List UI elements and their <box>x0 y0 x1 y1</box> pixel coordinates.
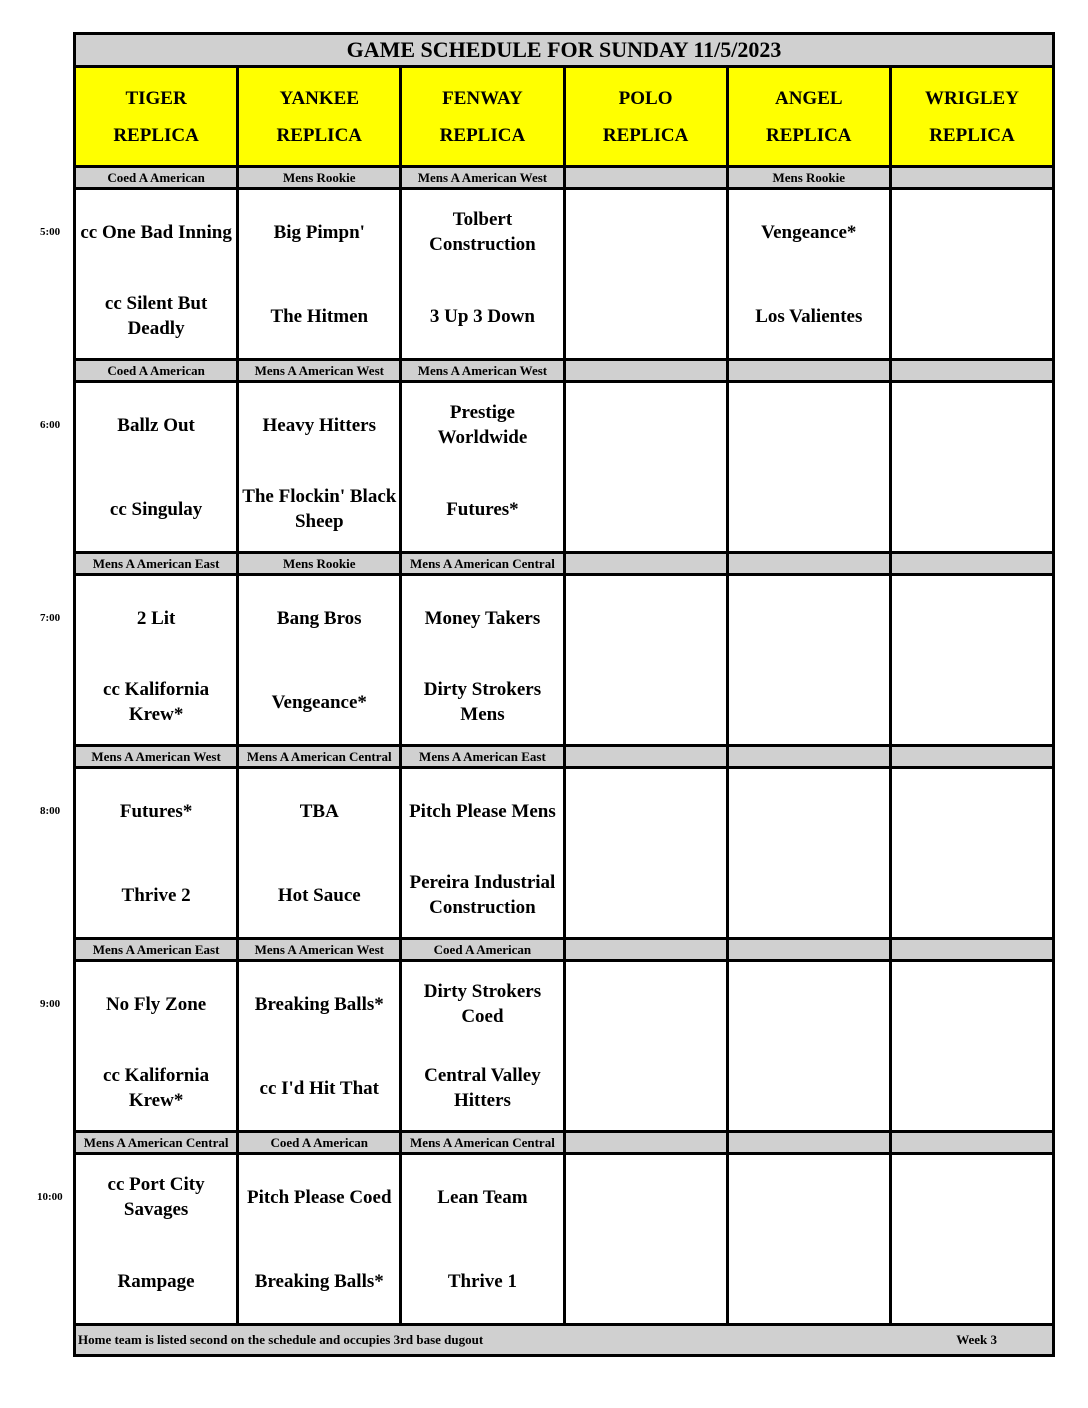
division-row <box>76 554 1052 576</box>
division-label: Mens A American West <box>239 361 402 380</box>
field-header-tiger <box>76 68 239 165</box>
away-team: Big Pimpn' <box>273 221 365 243</box>
home-team <box>892 853 1052 937</box>
away-team: Ballz Out <box>117 414 195 436</box>
game-cell <box>892 769 1052 937</box>
games-row <box>76 576 1052 744</box>
time-slot-block <box>73 165 1055 358</box>
home-team <box>729 1046 889 1130</box>
division-label: Coed A American <box>76 168 239 187</box>
division-label <box>892 554 1052 573</box>
away-team: Pitch Please Coed <box>246 1186 392 1208</box>
field-header-row <box>73 65 1055 165</box>
game-cell <box>76 1155 239 1323</box>
division-label <box>566 1133 729 1152</box>
home-team <box>892 1239 1052 1323</box>
game-cell <box>566 576 729 744</box>
time-slot-block <box>73 358 1055 551</box>
away-team <box>892 383 1052 467</box>
away-team <box>892 190 1052 274</box>
time-slot-block <box>73 937 1055 1130</box>
away-team <box>566 769 726 853</box>
division-label: Mens A American West <box>76 747 239 766</box>
division-label: Mens A American Central <box>239 747 402 766</box>
away-team: Bang Bros <box>276 607 362 629</box>
away-team <box>729 962 889 1046</box>
home-team <box>566 467 726 551</box>
home-team: cc I'd Hit That <box>259 1077 379 1099</box>
field-name: FENWAY <box>442 87 523 109</box>
away-team <box>729 769 889 853</box>
field-name: ANGEL <box>774 87 843 109</box>
field-name: TIGER <box>125 87 187 109</box>
game-cell <box>729 769 892 937</box>
home-team <box>892 1046 1052 1130</box>
away-team <box>566 383 726 467</box>
home-team: 3 Up 3 Down <box>429 305 535 327</box>
home-team <box>729 853 889 937</box>
division-label: Mens Rookie <box>729 168 892 187</box>
time-label: 6:00 <box>40 419 61 431</box>
game-cell <box>239 962 402 1130</box>
game-cell <box>729 383 892 551</box>
division-label: Mens A American Central <box>402 1133 565 1152</box>
division-label <box>566 168 729 187</box>
division-label: Mens A American East <box>76 940 239 959</box>
division-label: Mens Rookie <box>239 554 402 573</box>
game-cell <box>892 190 1052 358</box>
division-label: Mens Rookie <box>239 168 402 187</box>
game-cell <box>402 769 565 937</box>
game-cell <box>76 576 239 744</box>
away-team: Breaking Balls* <box>254 993 384 1015</box>
game-cell <box>729 1155 892 1323</box>
field-sub: REPLICA <box>276 124 363 146</box>
game-cell <box>566 769 729 937</box>
away-team <box>566 962 726 1046</box>
away-team: Tolbert Construction <box>429 209 536 255</box>
field-sub: REPLICA <box>602 124 689 146</box>
field-header-angel <box>729 68 892 165</box>
time-label: 5:00 <box>40 226 61 238</box>
home-team: Thrive 2 <box>121 884 191 906</box>
home-team: Rampage <box>117 1270 195 1292</box>
game-cell <box>892 576 1052 744</box>
field-sub: REPLICA <box>766 124 852 146</box>
home-team: cc Kalifornia Krew* <box>103 1065 210 1111</box>
home-team: Dirty Strokers Mens <box>423 679 542 725</box>
games-row <box>76 383 1052 551</box>
home-team: Pereira Industrial Construction <box>409 872 556 918</box>
home-team: cc Silent But Deadly <box>104 293 208 339</box>
game-cell <box>239 190 402 358</box>
game-cell <box>239 383 402 551</box>
division-label: Mens A American Central <box>76 1133 239 1152</box>
division-row <box>76 940 1052 962</box>
division-label <box>892 168 1052 187</box>
away-team: Lean Team <box>437 1186 528 1208</box>
division-label: Mens A American West <box>402 168 565 187</box>
game-cell <box>239 769 402 937</box>
home-team: Los Valientes <box>755 305 863 327</box>
field-sub: REPLICA <box>929 124 1015 146</box>
field-header-wrigley <box>892 68 1052 165</box>
game-cell <box>76 190 239 358</box>
home-team <box>892 274 1052 358</box>
game-cell <box>239 576 402 744</box>
game-cell <box>566 962 729 1130</box>
away-team: cc One Bad Inning <box>80 221 232 243</box>
game-cell <box>76 769 239 937</box>
week-label: Week 3 <box>956 1332 997 1347</box>
division-label <box>729 1133 892 1152</box>
game-cell <box>892 962 1052 1130</box>
away-team: Prestige Worldwide <box>437 402 528 448</box>
home-team <box>566 274 726 358</box>
time-slot-block <box>73 744 1055 937</box>
game-cell <box>402 1155 565 1323</box>
away-team <box>566 1155 726 1239</box>
division-label <box>566 554 729 573</box>
away-team: cc Port City Savages <box>107 1174 205 1220</box>
games-row <box>76 962 1052 1130</box>
home-team: Breaking Balls* <box>254 1270 384 1292</box>
game-cell <box>729 576 892 744</box>
away-team <box>892 769 1052 853</box>
division-label <box>566 940 729 959</box>
away-team <box>566 576 726 660</box>
time-label: 7:00 <box>40 612 61 624</box>
away-team: 2 Lit <box>136 607 176 629</box>
field-name: WRIGLEY <box>924 87 1019 109</box>
field-name: POLO <box>618 87 673 109</box>
home-team <box>729 467 889 551</box>
division-label: Mens A American Central <box>402 554 565 573</box>
schedule-title: GAME SCHEDULE FOR SUNDAY 11/5/2023 <box>73 32 1055 65</box>
home-team: Vengeance* <box>271 691 367 713</box>
time-label: 8:00 <box>40 805 61 817</box>
division-label: Mens A American West <box>239 940 402 959</box>
away-team <box>566 190 726 274</box>
field-name: YANKEE <box>279 87 360 109</box>
away-team <box>892 1155 1052 1239</box>
away-team <box>892 576 1052 660</box>
division-label: Mens A American East <box>402 747 565 766</box>
field-header-fenway <box>402 68 565 165</box>
time-label: 10:00 <box>37 1191 63 1203</box>
away-team: Vengeance* <box>761 221 857 243</box>
home-team: Central Valley Hitters <box>424 1065 541 1111</box>
home-team: Hot Sauce <box>277 884 361 906</box>
game-cell <box>76 962 239 1130</box>
division-label: Mens A American East <box>76 554 239 573</box>
division-label: Coed A American <box>239 1133 402 1152</box>
division-row <box>76 361 1052 383</box>
away-team: No Fly Zone <box>105 993 207 1015</box>
away-team <box>729 576 889 660</box>
division-label: Mens A American West <box>402 361 565 380</box>
division-row <box>76 1133 1052 1155</box>
game-cell <box>402 383 565 551</box>
home-team <box>892 467 1052 551</box>
home-team: The Flockin' Black Sheep <box>242 486 397 532</box>
away-team <box>892 962 1052 1046</box>
division-label <box>729 361 892 380</box>
home-team: Thrive 1 <box>447 1270 517 1292</box>
game-cell <box>566 383 729 551</box>
game-cell <box>76 383 239 551</box>
field-header-polo <box>566 68 729 165</box>
game-cell <box>239 1155 402 1323</box>
division-label <box>892 940 1052 959</box>
away-team: Money Takers <box>424 607 541 629</box>
schedule-footer <box>73 1323 1055 1357</box>
away-team: Pitch Please Mens <box>409 800 556 822</box>
home-team: Futures* <box>446 498 519 520</box>
division-label <box>892 361 1052 380</box>
footer-note: Home team is listed second on the schedule and occupies 3rd base dugout <box>78 1332 484 1347</box>
home-team <box>729 1239 889 1323</box>
game-cell <box>729 962 892 1130</box>
home-team: cc Singulay <box>109 498 203 520</box>
game-cell <box>402 576 565 744</box>
home-team <box>892 660 1052 744</box>
away-team: TBA <box>299 800 339 822</box>
away-team: Futures* <box>119 800 193 822</box>
division-label: Coed A American <box>402 940 565 959</box>
division-label <box>566 361 729 380</box>
division-row <box>76 168 1052 190</box>
time-label: 9:00 <box>40 998 61 1010</box>
division-row <box>76 747 1052 769</box>
game-cell <box>729 190 892 358</box>
away-team <box>729 383 889 467</box>
field-sub: REPLICA <box>113 124 199 146</box>
time-slot-block <box>73 1130 1055 1323</box>
division-label <box>566 747 729 766</box>
games-row <box>76 769 1052 937</box>
game-cell <box>402 190 565 358</box>
game-cell <box>566 1155 729 1323</box>
games-row <box>76 1155 1052 1323</box>
division-label <box>729 940 892 959</box>
game-cell <box>402 962 565 1130</box>
schedule-sheet <box>73 32 1055 1357</box>
home-team <box>566 660 726 744</box>
division-label <box>892 747 1052 766</box>
home-team <box>566 1046 726 1130</box>
game-cell <box>892 383 1052 551</box>
away-team: Heavy Hitters <box>262 414 376 436</box>
home-team: The Hitmen <box>270 305 369 327</box>
division-label <box>729 554 892 573</box>
games-row <box>76 190 1052 358</box>
home-team <box>729 660 889 744</box>
division-label <box>729 747 892 766</box>
game-cell <box>566 190 729 358</box>
field-header-yankee <box>239 68 402 165</box>
field-sub: REPLICA <box>439 124 526 146</box>
home-team: cc Kalifornia Krew* <box>103 679 210 725</box>
division-label: Coed A American <box>76 361 239 380</box>
away-team <box>729 1155 889 1239</box>
time-slot-block <box>73 551 1055 744</box>
away-team: Dirty Strokers Coed <box>423 981 542 1027</box>
home-team <box>566 1239 726 1323</box>
division-label <box>892 1133 1052 1152</box>
home-team <box>566 853 726 937</box>
game-cell <box>892 1155 1052 1323</box>
